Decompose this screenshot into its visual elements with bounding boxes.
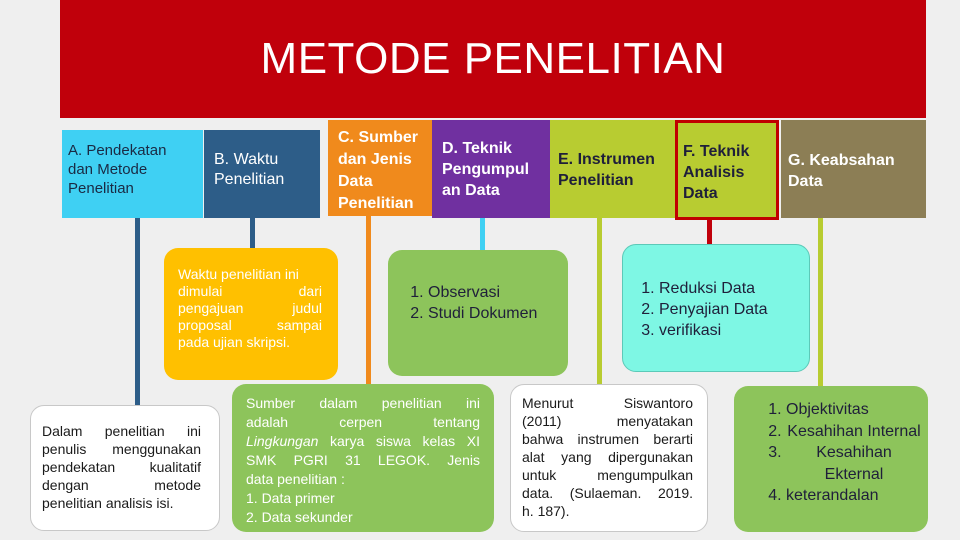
connector-c	[366, 216, 371, 386]
analisis-list-box	[622, 244, 810, 372]
header-a-line: Penelitian	[68, 180, 134, 197]
header-e-line: E. Instrumen	[558, 151, 655, 168]
header-a-pendekatan	[62, 130, 203, 218]
instrumen-line: untuk mengumpulkan	[522, 467, 693, 483]
header-b-line: Penelitian	[214, 171, 285, 188]
teknik-list	[400, 282, 560, 324]
instrumen-detail-box	[510, 384, 708, 532]
header-g-line: Data	[788, 173, 823, 190]
pendekatan-line: dengan metode	[42, 477, 201, 493]
waktu-line: dimulai dari	[178, 283, 322, 299]
header-d-line: an Data	[442, 182, 500, 199]
instrumen-line: data. (Sulaeman. 2019.	[522, 485, 693, 501]
instrumen-line: h. 187).	[522, 503, 570, 519]
keabsahan-list	[740, 399, 922, 507]
sumber-line: 1. Data primer	[246, 490, 335, 506]
waktu-detail-box	[164, 248, 338, 380]
sumber-line: Sumber dalam penelitian ini	[246, 395, 480, 411]
teknik-item: 1. Observasi	[428, 282, 560, 303]
teknik-item: 2. Studi Dokumen	[428, 303, 560, 324]
pendekatan-line: penelitian analisis isi.	[42, 495, 174, 511]
keabsahan-item: 4. keterandalan	[786, 485, 922, 507]
header-f-analisis	[675, 120, 779, 220]
header-g-line: G. Keabsahan	[788, 152, 895, 169]
waktu-line: pengajuan judul	[178, 300, 322, 316]
connector-e	[597, 196, 602, 388]
header-f-line: Analisis	[683, 164, 745, 181]
sumber-line-rest: karya siswa kelas XI	[318, 433, 480, 449]
keabsahan-list-box	[734, 386, 928, 532]
header-d-teknik	[432, 120, 550, 218]
sumber-line: SMK PGRI 31 LEGOK. Jenis	[246, 452, 480, 468]
connector-b	[250, 218, 255, 250]
page-title: METODE PENELITIAN	[260, 34, 726, 83]
analisis-item: 2. Penyajian Data	[659, 299, 801, 320]
header-f-line: Data	[683, 185, 718, 202]
pendekatan-line: Dalam penelitian ini	[42, 423, 201, 439]
header-e-line: Penelitian	[558, 172, 634, 189]
analisis-item: 1. Reduksi Data	[659, 278, 801, 299]
instrumen-line: Menurut Siswantoro	[522, 395, 693, 411]
instrumen-line: alat yang dipergunakan	[522, 449, 693, 465]
sumber-detail-box	[232, 384, 494, 532]
keabsahan-item: 1. Objektivitas	[786, 399, 922, 421]
header-a-line: dan Metode	[68, 161, 148, 178]
header-f-line: F. Teknik	[683, 143, 750, 160]
pendekatan-line: pendekatan kualitatif	[42, 459, 201, 475]
analisis-list	[631, 278, 801, 341]
sumber-line: 2. Data sekunder	[246, 509, 353, 525]
analisis-item: 3. verifikasi	[659, 320, 801, 341]
header-c-line: Penelitian	[338, 195, 414, 212]
sumber-line: adalah cerpen tentang	[246, 414, 480, 430]
header-e-instrumen	[550, 120, 675, 218]
keabsahan-item: 2. Kesahihan Internal	[786, 421, 922, 443]
pendekatan-line: penulis menggunakan	[42, 441, 201, 457]
header-a-line: A. Pendekatan	[68, 142, 167, 159]
header-d-line: Pengumpul	[442, 161, 530, 178]
connector-g	[818, 218, 823, 390]
header-b-line: B. Waktu	[214, 151, 279, 168]
header-g-keabsahan	[781, 120, 926, 218]
header-b-waktu	[204, 130, 320, 218]
title-bar	[60, 0, 926, 118]
waktu-line: pada ujian skripsi.	[178, 334, 291, 350]
connector-a	[135, 218, 140, 408]
header-c-line: dan Jenis	[338, 151, 412, 168]
waktu-line: Waktu penelitian ini	[178, 266, 299, 282]
sumber-italic-text: Lingkungan	[246, 433, 319, 449]
waktu-line: proposal sampai	[178, 317, 322, 333]
header-c-line: C. Sumber	[338, 129, 419, 146]
keabsahan-item: 3. Kesahihan Ekternal	[786, 442, 922, 485]
instrumen-line: (2011) menyatakan	[522, 413, 693, 429]
connector-d	[480, 218, 485, 250]
instrumen-line: bahwa instrumen berarti	[522, 431, 693, 447]
header-c-line: Data	[338, 173, 373, 190]
pendekatan-detail-box	[30, 405, 220, 531]
sumber-line: data penelitian :	[246, 471, 345, 487]
header-d-line: D. Teknik	[442, 140, 512, 157]
teknik-list-box	[388, 250, 568, 376]
sumber-line	[246, 432, 480, 451]
connector-f	[707, 218, 712, 244]
header-c-sumber	[328, 120, 432, 216]
